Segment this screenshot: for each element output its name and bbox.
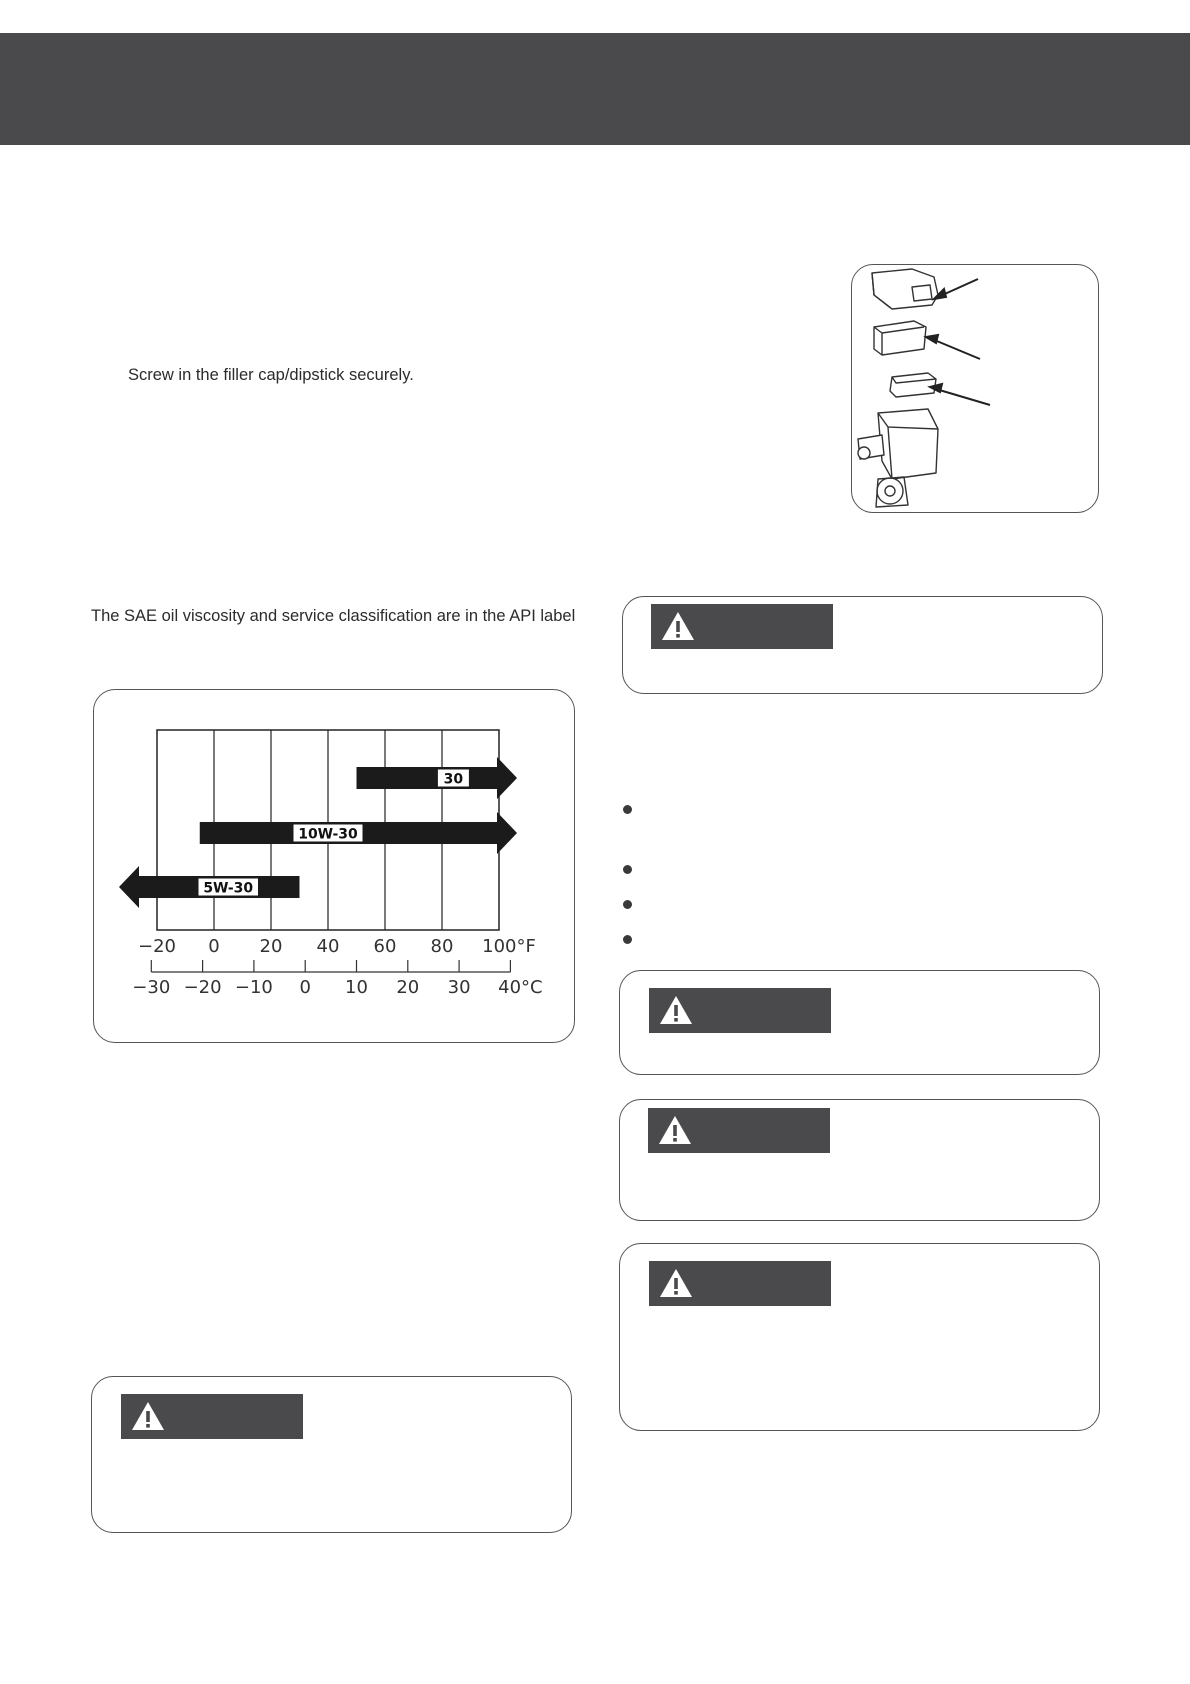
fahrenheit-tick-label: 60	[373, 936, 397, 957]
warning-triangle-icon	[658, 1115, 692, 1145]
range-label-5w30: 5W-30	[203, 880, 254, 897]
warning-label-bar	[121, 1394, 303, 1439]
warning-box-1	[91, 1376, 572, 1533]
warning-label-bar	[649, 988, 831, 1033]
bullet-point	[623, 865, 632, 874]
instruction-text: Screw in the filler cap/dipstick securely.	[128, 366, 414, 384]
celsius-tick-label: −20	[183, 977, 222, 998]
warning-triangle-icon	[659, 1268, 693, 1298]
celsius-tick-label: 0	[299, 977, 311, 998]
warning-label-bar	[648, 1108, 830, 1153]
fahrenheit-tick-label: 100°F	[482, 936, 536, 957]
warning-triangle-icon	[661, 611, 695, 641]
sae-classification-text: The SAE oil viscosity and service classification are in the API label	[91, 607, 576, 625]
range-label-30: 30	[443, 771, 464, 788]
warning-box-4	[619, 1099, 1100, 1221]
oil-viscosity-chart-box	[93, 689, 575, 1043]
warning-triangle-icon	[131, 1401, 165, 1431]
warning-box-5	[619, 1243, 1100, 1431]
warning-triangle-icon	[659, 995, 693, 1025]
celsius-tick-label: −10	[234, 977, 273, 998]
celsius-tick-label: 30	[447, 977, 471, 998]
header-band	[0, 33, 1190, 145]
warning-label-bar	[649, 1261, 831, 1306]
fahrenheit-tick-label: −20	[138, 936, 176, 957]
warning-box-2	[622, 596, 1103, 694]
fahrenheit-tick-label: 40	[316, 936, 340, 957]
bullet-point	[623, 935, 632, 944]
air-filter-illustration	[852, 265, 1100, 514]
fahrenheit-tick-label: 80	[430, 936, 454, 957]
celsius-tick-label: −30	[132, 977, 171, 998]
viscosity-range-arrow-30	[357, 757, 518, 799]
oil-viscosity-chart	[94, 690, 576, 1044]
celsius-tick-label: 40°C	[498, 977, 543, 998]
warning-label-bar	[651, 604, 833, 649]
fahrenheit-tick-label: 20	[259, 936, 283, 957]
warning-box-3	[619, 970, 1100, 1075]
bullet-point	[623, 805, 632, 814]
bullet-point	[623, 900, 632, 909]
celsius-tick-label: 20	[396, 977, 420, 998]
air-filter-figure	[851, 264, 1099, 513]
celsius-tick-label: 10	[345, 977, 368, 998]
range-label-10w30: 10W-30	[298, 826, 358, 843]
fahrenheit-tick-label: 0	[208, 936, 220, 957]
